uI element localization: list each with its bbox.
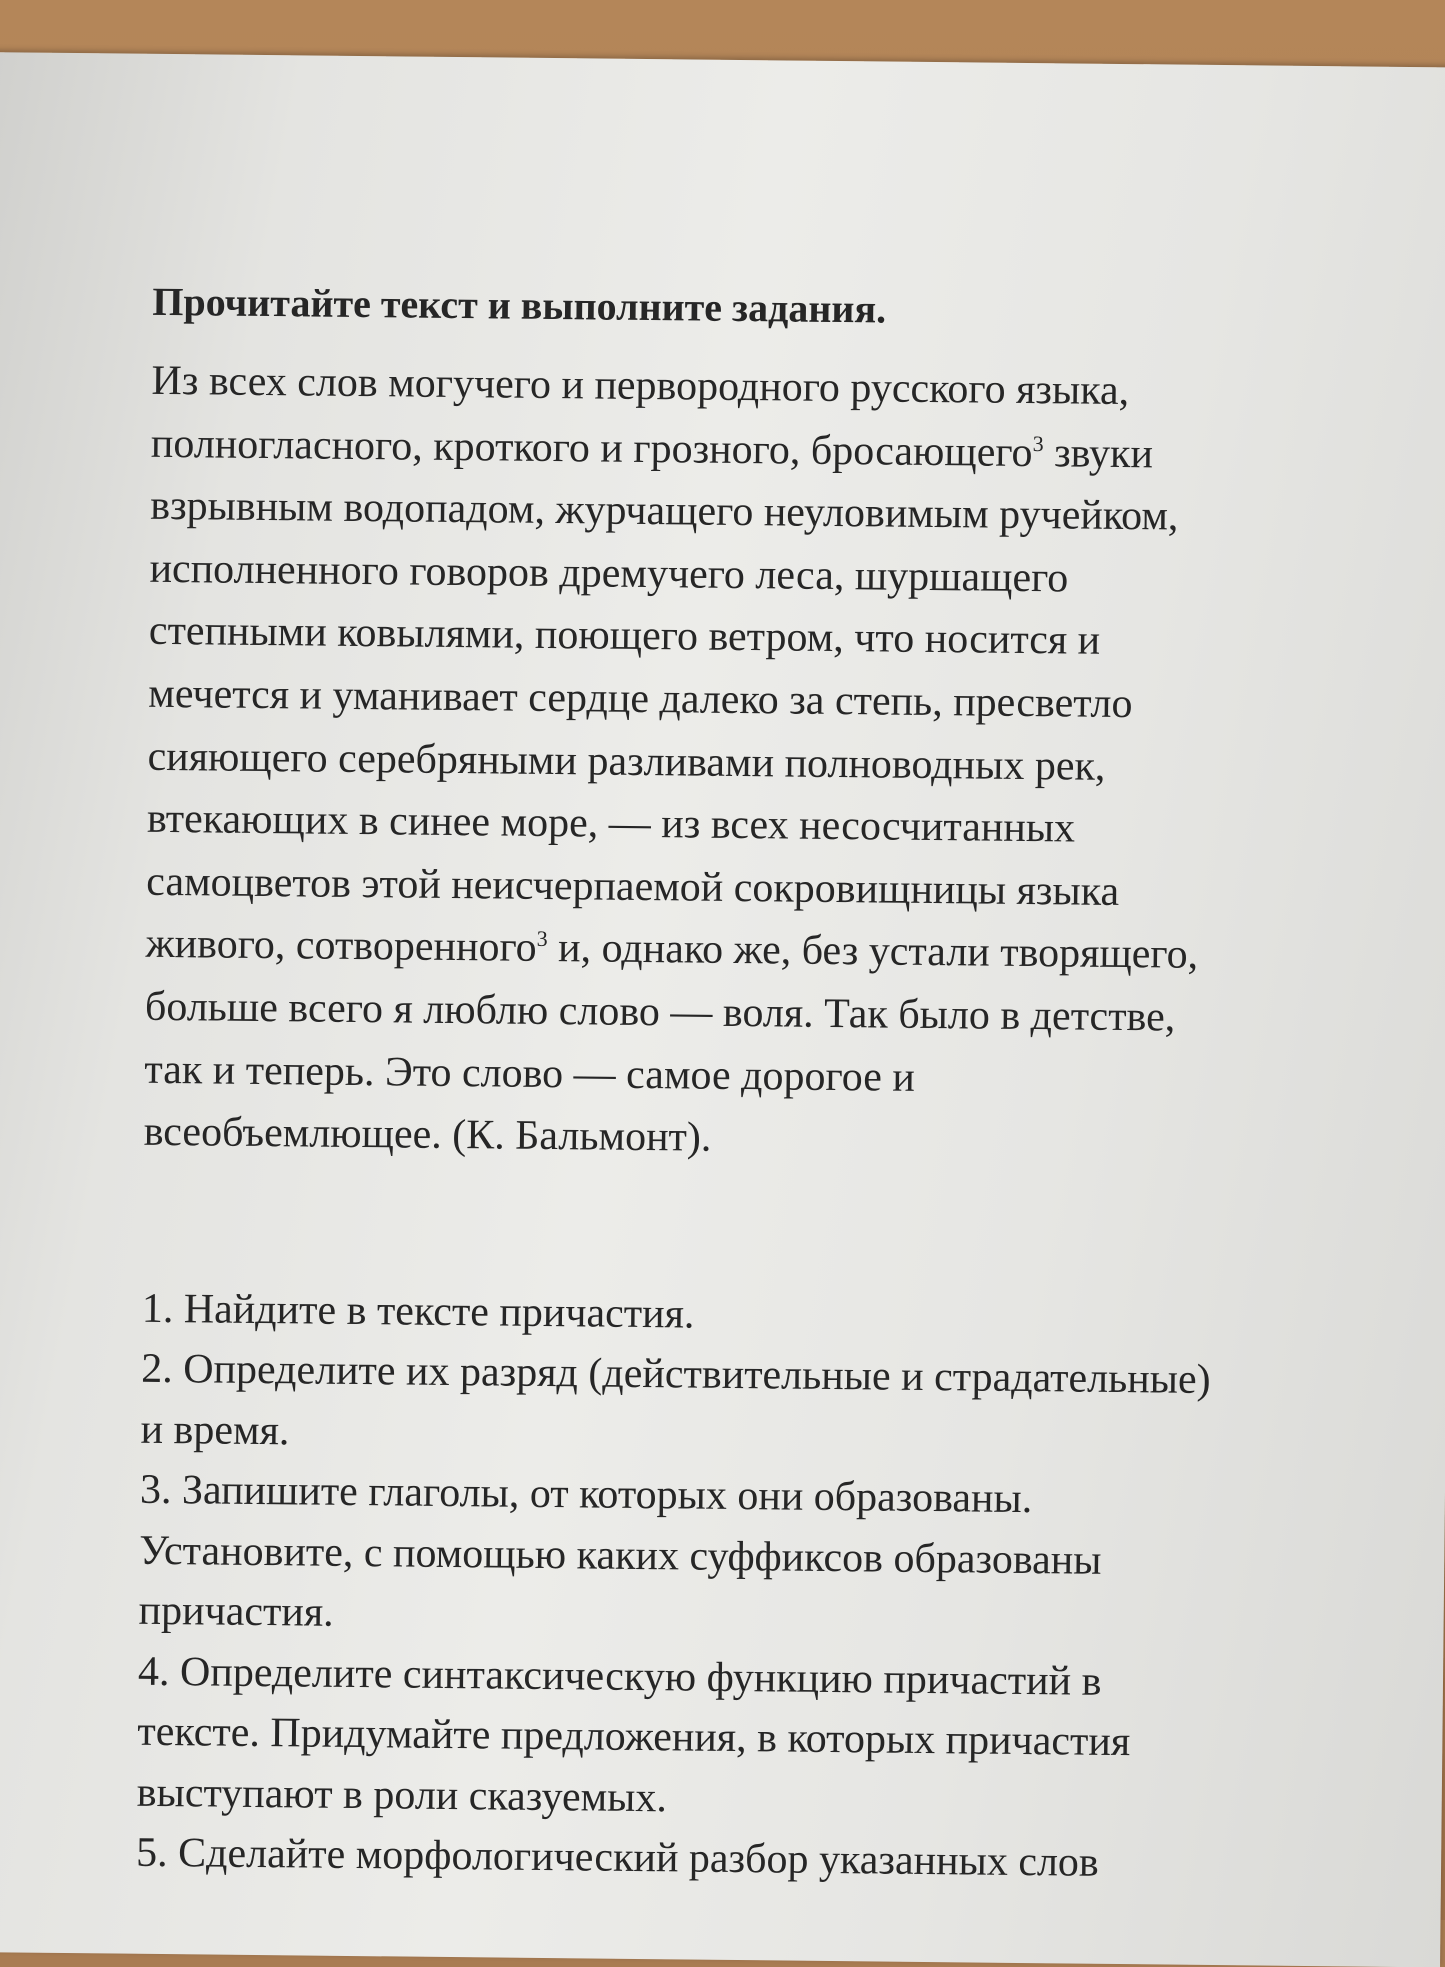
document-content [136,234,1333,1896]
task-line: причастия. [138,1587,334,1637]
task-line: выступают в роли сказуемых. [136,1769,668,1822]
passage-line: втекающих в синее море, — из всех несосчитанных [146,795,1076,852]
passage-line: всеобъемлющее. (К. Бальмонт). [143,1108,712,1161]
paper-sheet [0,52,1445,1967]
passage-line: исполненного говоров дремучего леса, шуршащего [149,545,1069,602]
passage-line: живого, сотворенного$^3$ и, однако же, без устали творящего, [145,921,1199,979]
footnote-marker: 3 [536,926,548,952]
task-list [136,1278,1322,1895]
task-line: Установите, с помощью каких суффиксов образованы [139,1527,1102,1584]
footnote-marker: 3 [1032,430,1044,456]
task-line: 3. Запишите глаголы, от которых они образованы. [139,1466,1033,1523]
passage-line: мечется и уманивает сердце далеко за степь, пресветло [148,670,1133,728]
task-line: 4. Определите синтаксическую функцию причастий в [137,1648,1102,1705]
passage-line: сияющего серебряными разливами полноводных рек, [147,733,1106,790]
passage-line: так и теперь. Это слово — самое дорогое и [144,1046,916,1101]
passage-line: взрывным водопадом, журчащего неуловимым ручейком, [150,482,1179,540]
passage [143,350,1331,1176]
task-line: и время. [140,1406,290,1455]
passage-line: степными ковылями, поющего ветром, что носится и [148,608,1101,665]
task-line: 5. Сделайте морфологический разбор указанных слов [135,1829,1100,1887]
passage-line: самоцветов этой неисчерпаемой сокровищницы языка [146,858,1120,915]
task-line: тексте. Придумайте предложения, в которых причастия [137,1708,1131,1766]
task-line: 1. Найдите в тексте причастия. [141,1285,695,1338]
passage-line: полногласного, кроткого и грозного, бросающего$^3$ звуки [150,420,1154,477]
passage-line: больше всего я люблю слово — воля. Так было в детстве, [144,983,1176,1041]
passage-line: Из всех слов могучего и первородного русского языка, [151,357,1130,415]
task-heading: Прочитайте текст и выполните задания. [152,278,887,332]
task-line: 2. Определите их разряд (действительные и страдательные) [140,1345,1211,1404]
